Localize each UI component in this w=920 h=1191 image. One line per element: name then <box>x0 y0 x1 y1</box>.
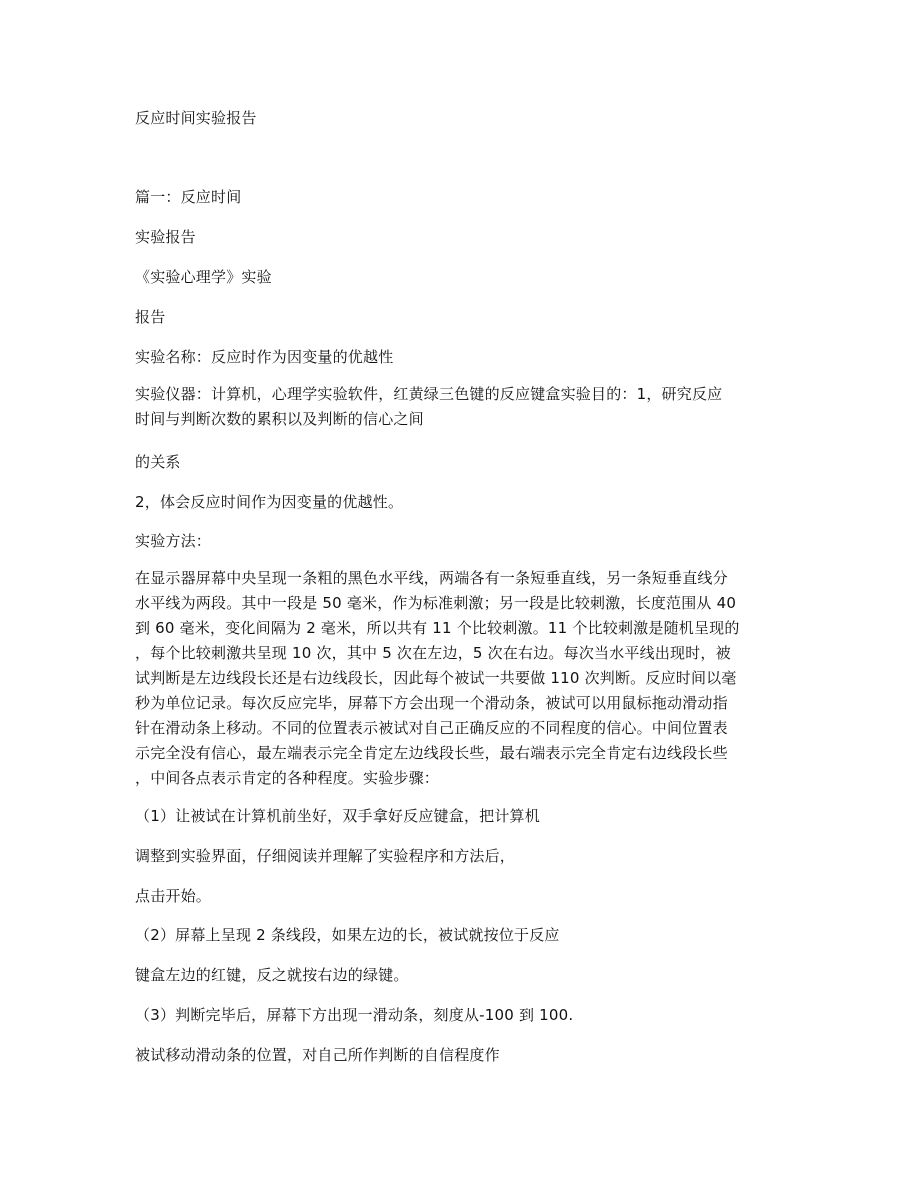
paragraph-line: 示完全没有信心，最左端表示完全肯定左边线段长些，最右端表示完全肯定右边线段长些 <box>135 744 728 762</box>
purpose-line: 2，体会反应时间作为因变量的优越性。 <box>135 493 404 511</box>
experiment-name: 实验名称：反应时作为因变量的优越性 <box>135 348 394 366</box>
paragraph-line: 实验仪器：计算机，心理学实验软件，红黄绿三色键的反应键盒实验目的：1，研究反应 <box>135 385 723 403</box>
text-line: 《实验心理学》实验 <box>135 268 272 286</box>
paragraph-line: 秒为单位记录。每次反应完毕，屏幕下方会出现一个滑动条，被试可以用鼠标拖动滑动指 <box>135 694 728 712</box>
step-line: （1）让被试在计算机前坐好，双手拿好反应键盒，把计算机 <box>135 807 540 825</box>
text-line: 的关系 <box>135 453 181 471</box>
step-line: 点击开始。 <box>135 887 212 905</box>
paragraph-line: 水平线为两段。其中一段是 50 毫米，作为标准刺激；另一段是比较刺激，长度范围从 40 <box>135 594 737 612</box>
paragraph-line: ，每个比较刺激共呈现 10 次，其中 5 次在左边，5 次在右边。每次当水平线出现时，被 <box>135 644 731 662</box>
text-line: 实验报告 <box>135 228 196 246</box>
method-paragraph <box>135 566 795 791</box>
step-line: 被试移动滑动条的位置，对自己所作判断的自信程度作 <box>135 1046 500 1064</box>
paragraph-line: 试判断是左边线段长还是右边线段长，因此每个被试一共要做 110 次判断。反应时间以毫 <box>135 669 737 687</box>
step-line: 调整到实验界面，仔细阅读并理解了实验程序和方法后， <box>135 847 516 865</box>
instruments-paragraph <box>135 382 795 432</box>
method-heading: 实验方法： <box>135 532 212 550</box>
step-line: （2）屏幕上呈现 2 条线段，如果左边的长，被试就按位于反应 <box>135 926 560 944</box>
paragraph-line: ，中间各点表示肯定的各种程度。实验步骤： <box>135 769 440 787</box>
text-line: 报告 <box>135 308 166 326</box>
paragraph-line: 到 60 毫米，变化间隔为 2 毫米，所以共有 11 个比较刺激。11 个比较刺激是随机呈现的 <box>135 619 740 637</box>
step-line: 键盒左边的红键，反之就按右边的绿键。 <box>135 966 409 984</box>
paragraph-line: 时间与判断次数的累积以及判断的信心之间 <box>135 410 424 428</box>
step-line: （3）判断完毕后，屏幕下方出现一滑动条，刻度从-100 到 100. <box>135 1006 574 1024</box>
document-title: 反应时间实验报告 <box>135 109 257 127</box>
paragraph-line: 在显示器屏幕中央呈现一条粗的黑色水平线，两端各有一条短垂直线，另一条短垂直线分 <box>135 569 728 587</box>
section-heading: 篇一：反应时间 <box>135 188 242 206</box>
paragraph-line: 针在滑动条上移动。不同的位置表示被试对自己正确反应的不同程度的信心。中间位置表 <box>135 719 728 737</box>
